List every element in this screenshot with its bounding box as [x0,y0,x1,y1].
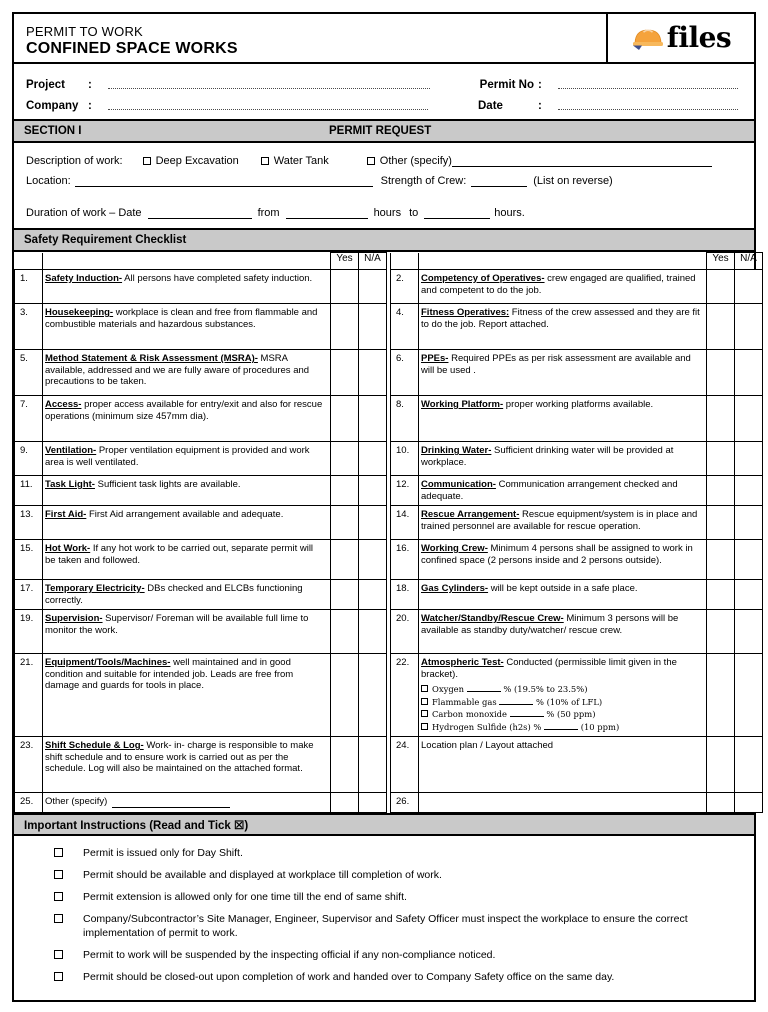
label-water-tank: Water Tank [273,155,329,167]
yes-checkbox-cell[interactable] [707,506,735,540]
item-text-cell [43,270,331,304]
item-description: Fitness of the crew assessed and they are fit to do the job. Report attached. [421,307,700,330]
item-text-cell [419,580,707,610]
date-label: Date [478,100,503,112]
item-text-cell [43,580,331,610]
instruction-item [28,912,740,940]
table-row [15,654,763,737]
item-description: workplace is clean and free from flammable and combustible materials and hazardous substances. [45,307,318,330]
yes-checkbox-cell[interactable] [707,580,735,610]
item-number: 2. [391,270,419,304]
na-checkbox-cell[interactable] [735,304,763,350]
from-label: from [257,207,280,219]
instruction-text: Permit to work will be suspended by the inspecting official if any non-compliance noticed. [83,949,496,961]
item-text-cell [43,304,331,350]
item-text-cell [419,476,707,506]
na-checkbox-cell[interactable] [735,540,763,580]
instruction-text: Permit should be available and displayed at workplace till completion of work. [83,869,442,881]
atmospheric-subitem-limit: % (50 ppm) [543,709,596,719]
yes-checkbox-cell[interactable] [331,654,359,737]
na-checkbox-cell[interactable] [735,396,763,442]
item-description: Proper ventilation equipment is provided and work area is well ventilated. [45,445,310,468]
item-description: crew engaged are qualified, trained and competent to do the job. [421,273,696,296]
header-titles [14,14,606,62]
item-term: Drinking Water- [421,445,492,456]
permit-no-input[interactable] [558,77,738,89]
item-term: Competency of Operatives- [421,273,545,284]
location-input[interactable] [75,176,373,187]
atmospheric-subitem [421,721,702,734]
instruction-text: Permit is issued only for Day Shift. [83,847,243,859]
atmospheric-subitem-input[interactable] [510,708,544,717]
section-1-label: SECTION I [24,125,82,137]
item-text-cell [419,540,707,580]
duration-row [26,191,744,221]
yes-checkbox-cell[interactable] [707,540,735,580]
checkbox-instruction-2[interactable] [54,870,63,879]
na-checkbox-cell[interactable] [359,610,387,654]
list-on-reverse-note: (List on reverse) [533,175,613,187]
yes-checkbox-cell[interactable] [707,793,735,813]
item-text-cell [419,737,707,793]
label-other: Other (specify) [379,155,452,167]
na-checkbox-cell[interactable] [735,610,763,654]
yes-checkbox-cell[interactable] [331,476,359,506]
table-row [15,580,763,610]
item-term: Hot Work- [45,543,91,554]
na-checkbox-cell[interactable] [735,793,763,813]
na-checkbox-cell[interactable] [359,540,387,580]
instruction-item [28,890,740,904]
yes-checkbox-cell[interactable] [331,737,359,793]
brand-logo [606,14,754,62]
atmospheric-subitem-limit: % (19.5% to 23.5%) [500,684,588,694]
na-checkbox-cell[interactable] [735,442,763,476]
section-1-body [14,143,754,230]
item-description: well maintained and in good condition and suitable for intended job. Leads are free from damage and guards for tools in place. [45,657,294,691]
item-number: 1. [15,270,43,304]
item-term: Temporary Electricity- [45,583,145,594]
item-term: First Aid- [45,509,87,520]
item-number: 4. [391,304,419,350]
atmospheric-subitem-label: Oxygen [432,684,467,694]
item-text-cell [43,793,331,813]
yes-checkbox-cell[interactable] [331,396,359,442]
to-label: to [409,207,419,219]
section-1-band [14,121,754,143]
checkbox-instruction-6[interactable] [54,972,63,981]
item-text-cell [43,610,331,654]
na-checkbox-cell[interactable] [359,442,387,476]
item-description: First Aid arrangement available and adequate. [86,509,284,520]
checklist-band [14,230,754,252]
item-term: Task Light- [45,479,95,490]
item-number: 20. [391,610,419,654]
hard-hat-icon [631,21,665,56]
instructions-band [14,813,754,836]
table-row [15,610,763,654]
instruction-text: Permit extension is allowed only for one time till the end of same shift. [83,891,407,903]
atmospheric-subitem-input[interactable] [544,721,578,730]
brand-logo-text: files [666,21,732,54]
yes-checkbox-cell[interactable] [331,793,359,813]
item-number: 10. [391,442,419,476]
item-description: Sufficient task lights are available. [94,479,241,490]
atmospheric-test-subitems [421,683,702,733]
checkbox-water-tank[interactable] [261,157,269,165]
item-number: 6. [391,350,419,396]
item-text-cell [43,350,331,396]
yes-checkbox-cell[interactable] [707,610,735,654]
duration-date-input[interactable] [148,208,252,219]
item-term: Atmospheric Test- [421,657,504,668]
item-number: 16. [391,540,419,580]
description-row [26,151,744,171]
item-number: 25. [15,793,43,813]
na-checkbox-cell[interactable] [359,476,387,506]
na-checkbox-cell[interactable] [735,580,763,610]
project-label: Project [26,79,65,91]
company-input[interactable] [108,98,428,110]
checkbox-atmospheric-2[interactable] [421,698,428,705]
item-number: 15. [15,540,43,580]
table-row [15,793,763,813]
atmospheric-subitem [421,696,702,709]
item-term: Supervision- [45,613,103,624]
item-text-cell [419,793,707,813]
item-text-cell [419,396,707,442]
checkbox-deep-excavation[interactable] [143,157,151,165]
other-specify-input[interactable] [452,156,712,167]
location-label: Location: [26,175,71,187]
item-description: Minimum 4 persons shall be assigned to work in confined space (2 persons inside and 2 persons outside). [421,543,693,566]
yes-checkbox-cell[interactable] [331,506,359,540]
project-colon: : [88,79,92,91]
atmospheric-subitem-limit: (10 ppm) [578,721,620,732]
item-description: Required PPEs as per risk assessment are available and will be used . [421,353,691,376]
atmospheric-subitem [421,708,702,721]
item-description: proper access available for entry/exit and also for rescue operations (minimum size 457mm dia). [45,399,323,422]
item-text-cell [43,654,331,737]
yes-checkbox-cell[interactable] [707,270,735,304]
yes-checkbox-cell[interactable] [331,540,359,580]
project-fields [14,64,754,121]
item-description: Location plan / Layout attached [421,740,554,751]
yes-checkbox-cell[interactable] [707,350,735,396]
item-number: 19. [15,610,43,654]
item-term: Access- [45,399,82,410]
item-text-cell [43,540,331,580]
page-title: CONFINED SPACE WORKS [26,39,238,57]
instruction-item [28,970,740,984]
project-row [26,70,744,91]
document-header [14,14,754,64]
item-description: will be kept outside in a safe place. [488,583,638,594]
na-checkbox-cell[interactable] [735,506,763,540]
item-number: 23. [15,737,43,793]
hours-label-1: hours [373,207,402,219]
item-text-cell [43,442,331,476]
yes-checkbox-cell[interactable] [707,654,735,737]
na-checkbox-cell[interactable] [359,506,387,540]
item-number: 24. [391,737,419,793]
instruction-text: Company/Subcontractor’s Site Manager, Engineer, Supervisor and Safety Officer must inspect the workplace to ensure the correct implementation of permit to work. [83,913,688,939]
item-description: Sufficient drinking water will be provided at workplace. [421,445,674,468]
strength-of-crew-input[interactable] [471,176,527,187]
permit-no-label: Permit No [479,79,534,91]
item-term: Watcher/Standby/Rescue Crew- [421,613,564,624]
page-subtitle: PERMIT TO WORK [26,23,143,39]
item-text-cell [43,396,331,442]
checkbox-instruction-4[interactable] [54,914,63,923]
yes-checkbox-cell[interactable] [707,304,735,350]
item-description: Conducted (permissible limit given in the bracket). [421,657,677,680]
item-description: Communication arrangement checked and adequate. [421,479,678,502]
item-text-cell [419,304,707,350]
yes-checkbox-cell[interactable] [707,737,735,793]
item-description: Work- in- charge is responsible to make shift schedule and to ensure work is carried out as per the schedule. Log will also be maintained on the attached format. [45,740,314,774]
item-term: Safety Induction- [45,273,123,284]
header-na-right: N/A [735,253,763,270]
table-header-row [15,253,763,270]
company-colon: : [88,100,92,112]
item-number: 11. [15,476,43,506]
na-checkbox-cell[interactable] [359,270,387,304]
header-yes-left: Yes [331,253,359,270]
item-term: PPEs- [421,353,449,364]
other-specify-checklist-input[interactable] [112,797,230,808]
checkbox-atmospheric-1[interactable] [421,685,428,692]
atmospheric-subitem-limit: % (10% of LFL) [533,696,603,707]
duration-label: Duration of work – Date [26,207,142,219]
na-checkbox-cell[interactable] [735,270,763,304]
description-label: Description of work: [26,155,123,167]
item-term: Method Statement & Risk Assessment (MSRA)- [45,353,258,364]
atmospheric-subitem [421,683,702,696]
table-row [15,350,763,396]
na-checkbox-cell[interactable] [359,793,387,813]
item-term: Housekeeping- [45,307,114,318]
item-number: 21. [15,654,43,737]
item-term: Equipment/Tools/Machines- [45,657,171,668]
atmospheric-subitem-label: Flammable gas [432,696,500,707]
item-number: 14. [391,506,419,540]
atmospheric-subitem-label: Hydrogen Sulfide (h2s) % [432,721,545,732]
permit-no-colon: : [538,79,542,91]
item-term: Ventilation- [45,445,97,456]
strength-of-crew-label: Strength of Crew: [380,175,467,187]
header-yes-right: Yes [707,253,735,270]
to-hours-input[interactable] [424,208,490,219]
item-number: 8. [391,396,419,442]
location-row [26,171,744,191]
item-text-cell [43,737,331,793]
yes-checkbox-cell[interactable] [331,270,359,304]
date-input[interactable] [558,98,738,110]
item-description: Other (specify) [45,796,108,807]
item-text-cell [419,350,707,396]
from-hours-input[interactable] [286,208,368,219]
item-text-cell [419,270,707,304]
table-row [15,304,763,350]
checkbox-instruction-1[interactable] [54,848,63,857]
item-number: 5. [15,350,43,396]
table-row [15,476,763,506]
instruction-item [28,846,740,860]
na-checkbox-cell[interactable] [359,580,387,610]
table-row [15,270,763,304]
item-text-cell [43,506,331,540]
item-text-cell [419,654,707,737]
item-text-cell [419,506,707,540]
na-checkbox-cell[interactable] [735,737,763,793]
table-body [15,270,763,813]
item-number: 18. [391,580,419,610]
item-description: Minimum 3 persons will be available as standby duty/watcher/ rescue crew. [421,613,679,636]
item-description: All persons have completed safety induction. [122,273,313,284]
table-row [15,540,763,580]
item-term: Shift Schedule & Log- [45,740,144,751]
item-description: proper working platforms available. [503,399,654,410]
item-description: If any hot work to be carried out, separate permit will be taken and followed. [45,543,314,566]
item-number: 13. [15,506,43,540]
item-term: Fitness Operatives: [421,307,510,318]
header-na-left: N/A [359,253,387,270]
project-input[interactable] [108,77,430,89]
yes-checkbox-cell[interactable] [331,580,359,610]
table-row [15,737,763,793]
instructions-title: Important Instructions (Read and Tick ☒) [24,819,249,832]
yes-checkbox-cell[interactable] [331,442,359,476]
table-row [15,442,763,476]
item-term: Communication- [421,479,496,490]
table-row [15,506,763,540]
checkbox-instruction-5[interactable] [54,950,63,959]
checkbox-atmospheric-3[interactable] [421,710,428,717]
item-description: Supervisor/ Foreman will be available full lime to monitor the work. [45,613,309,636]
na-checkbox-cell[interactable] [359,304,387,350]
item-number: 7. [15,396,43,442]
na-checkbox-cell[interactable] [359,737,387,793]
yes-checkbox-cell[interactable] [331,350,359,396]
item-description: MSRA available, addressed and we are fully aware of procedures and precautions to be taken. [45,353,310,387]
checkbox-atmospheric-4[interactable] [421,723,428,730]
na-checkbox-cell[interactable] [359,350,387,396]
atmospheric-subitem-input[interactable] [467,683,501,692]
checkbox-other[interactable] [367,157,375,165]
checklist-title: Safety Requirement Checklist [24,234,187,246]
instruction-item [28,948,740,962]
atmospheric-subitem-label: Carbon monoxide [432,709,510,719]
date-colon: : [538,100,542,112]
label-deep-excavation: Deep Excavation [155,155,239,167]
document-frame [12,12,756,1002]
yes-checkbox-cell[interactable] [707,396,735,442]
yes-checkbox-cell[interactable] [707,476,735,506]
item-number: 22. [391,654,419,737]
na-checkbox-cell[interactable] [735,350,763,396]
company-row [26,91,744,112]
instruction-item [28,868,740,882]
item-term: Rescue Arrangement- [421,509,520,520]
yes-checkbox-cell[interactable] [331,304,359,350]
item-term: Working Platform- [421,399,504,410]
item-description: Rescue equipment/system is in place and trained personnel are available for rescue operation. [421,509,698,532]
checkbox-instruction-3[interactable] [54,892,63,901]
yes-checkbox-cell[interactable] [707,442,735,476]
item-term: Gas Cylinders- [421,583,489,594]
company-label: Company [26,100,79,112]
na-checkbox-cell[interactable] [735,476,763,506]
item-text-cell [419,610,707,654]
item-description: DBs checked and ELCBs functioning correctly. [45,583,303,606]
instruction-text: Permit should be closed-out upon completion of work and handed over to Company Safety office on the same day. [83,971,615,983]
instructions-list [14,836,754,1000]
atmospheric-subitem-input[interactable] [499,696,533,705]
na-checkbox-cell[interactable] [359,654,387,737]
hours-label-2: hours. [494,207,525,219]
yes-checkbox-cell[interactable] [331,610,359,654]
item-number: 3. [15,304,43,350]
item-number: 17. [15,580,43,610]
item-number: 26. [391,793,419,813]
item-text-cell [419,442,707,476]
na-checkbox-cell[interactable] [359,396,387,442]
item-term: Working Crew- [421,543,488,554]
permit-request-label: PERMIT REQUEST [329,125,432,137]
item-number: 12. [391,476,419,506]
safety-requirement-table [14,252,763,813]
item-number: 9. [15,442,43,476]
na-checkbox-cell[interactable] [735,654,763,737]
table-row [15,396,763,442]
item-text-cell [43,476,331,506]
